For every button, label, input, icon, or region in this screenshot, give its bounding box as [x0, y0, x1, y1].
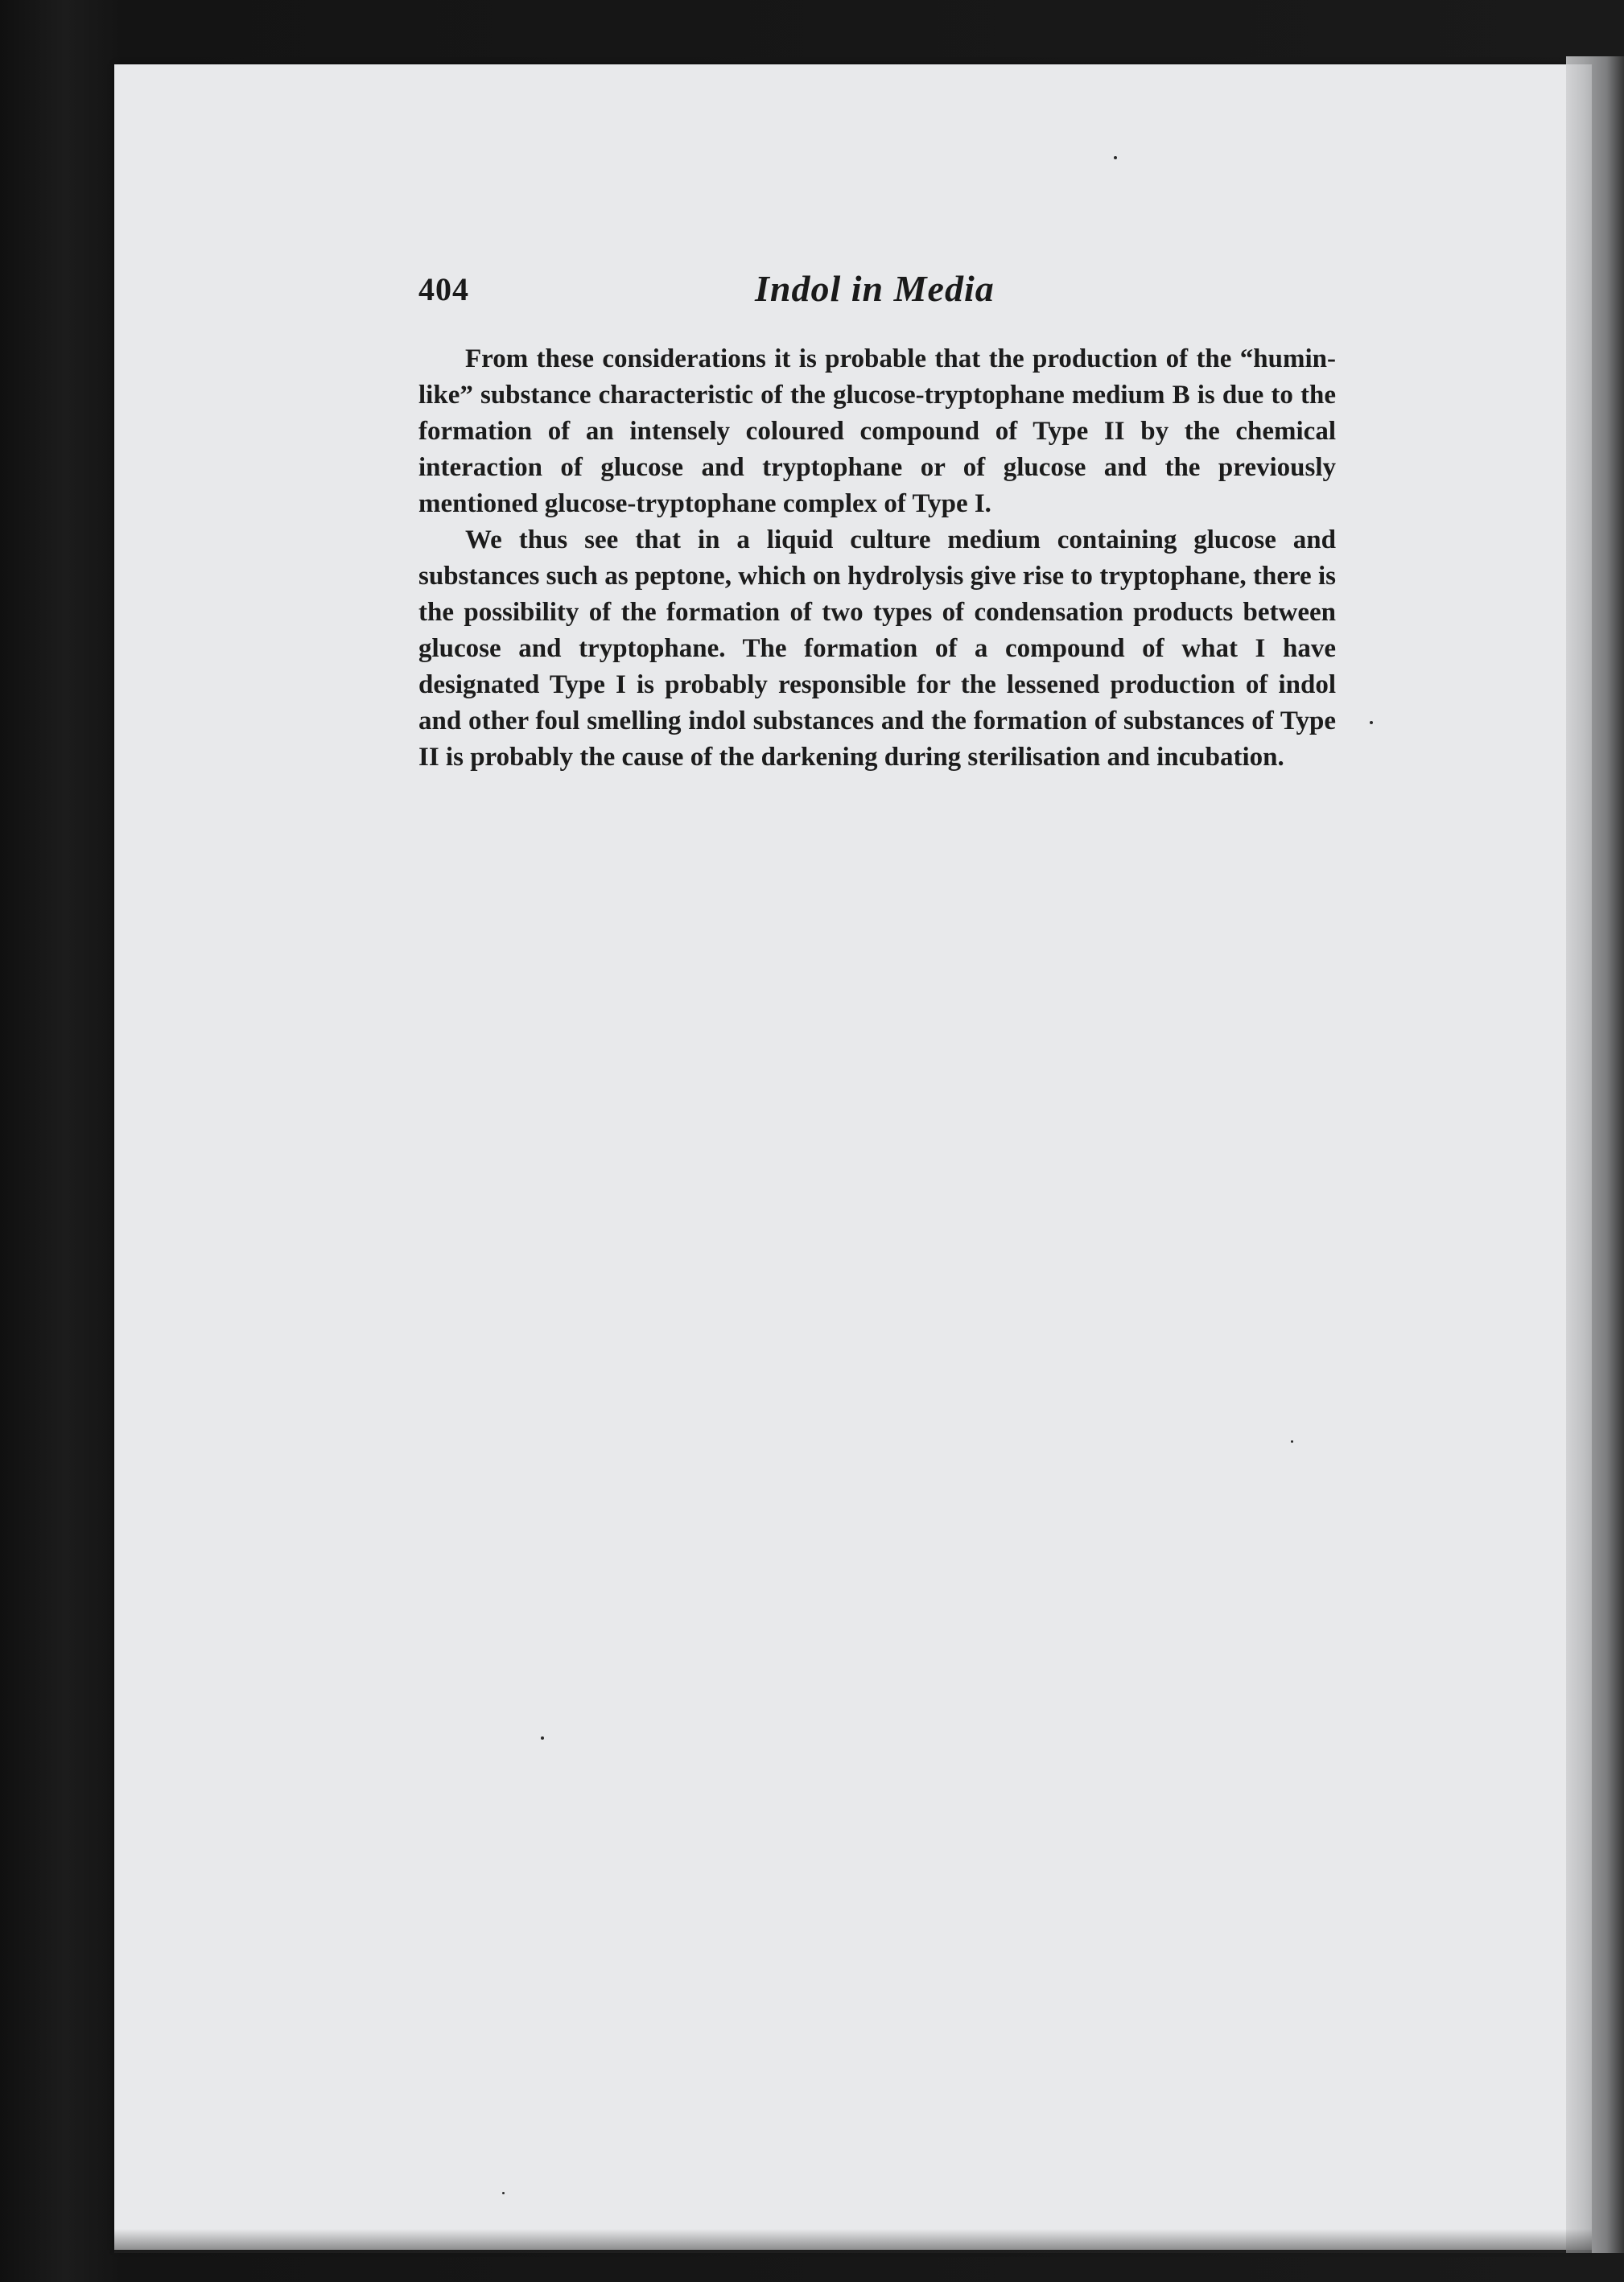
running-title: Indol in Media [755, 268, 995, 309]
scan-speck [541, 1736, 544, 1740]
paragraph: We thus see that in a liquid culture medium containing glucose and substances such as peptone, which on hydrolysis give rise to tryptophane, there is the possibility of the formation of two types of condensation products between glucose and tryptophane. The formation of a compound of what I have designated Type I is probably responsible for the lessened production of indol and other foul smelling indol substances and the formation of substances of Type II is probably the cause of the darkening during sterilisation and incubation. [418, 525, 1336, 772]
page-bottom-shadow [114, 2229, 1592, 2253]
paragraph: From these considerations it is probable that the production of the “humin-like” substance characteristic of the glucose-tryptophane medium B is due to the formation of an intensely coloured compound of Type II by the chemical interaction of glucose and tryptophane or of glucose and the previously mentioned glucose-tryptophane complex of Type I. [418, 344, 1336, 518]
scan-speck [1114, 156, 1117, 159]
scan-speck [1291, 1440, 1293, 1443]
page-edge-shadow [1566, 56, 1624, 2253]
page-header [418, 270, 1336, 319]
body-text [418, 341, 1336, 776]
scan-speck [1370, 721, 1373, 724]
page-number: 404 [418, 271, 469, 307]
scan-speck [502, 2192, 505, 2194]
